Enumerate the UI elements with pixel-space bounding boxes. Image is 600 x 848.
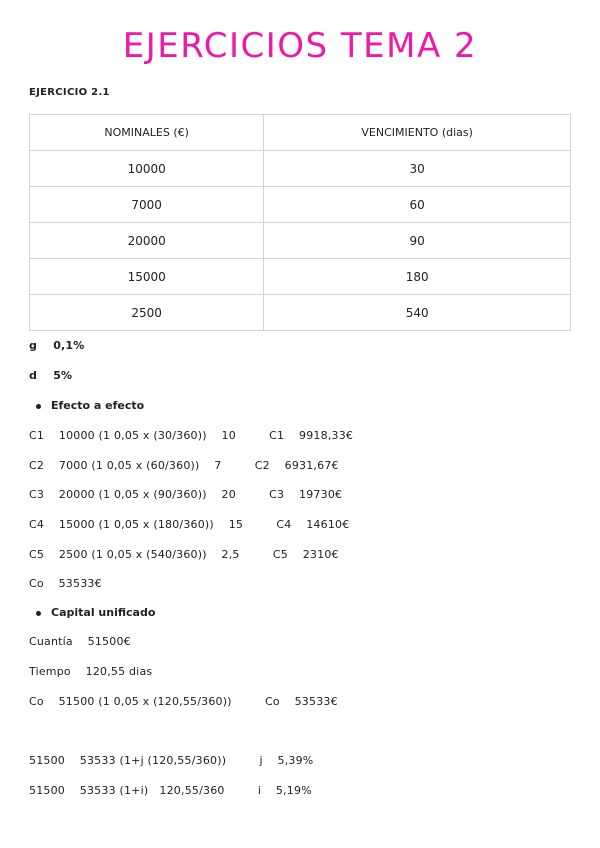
cell-vencimiento: 30 [264,151,571,187]
bullet-icon [36,611,41,616]
calc-line-co: Co 53533€ [29,577,102,590]
calc-line-cuantia: Cuantía 51500€ [29,635,131,648]
calc-line-c5: C5 2500 (1 0,05 x (540/360)) 2,5 C5 2310€ [29,548,339,561]
table-row [30,187,571,223]
cell-nominal: 20000 [30,223,264,259]
cell-vencimiento: 60 [264,187,571,223]
section-capital-heading [36,606,155,619]
table-row [30,259,571,295]
nominales-table [29,114,571,331]
calc-line-c1: C1 10000 (1 0,05 x (30/360)) 10 C1 9918,33€ [29,429,354,442]
cell-nominal: 7000 [30,187,264,223]
table-header-row [30,115,571,151]
cell-vencimiento: 180 [264,259,571,295]
table-row [30,151,571,187]
section-efecto-heading [36,399,144,412]
param-d: d 5% [29,369,73,382]
header-vencimiento: VENCIMIENTO (dias) [264,115,571,151]
section-heading-text: Efecto a efecto [51,399,145,412]
header-nominales: NOMINALES (€) [30,115,264,151]
calc-line-j: 51500 53533 (1+j (120,55/360)) j 5,39% [29,754,314,767]
table-row [30,223,571,259]
calc-line-c2: C2 7000 (1 0,05 x (60/360)) 7 C2 6931,67€ [29,459,339,472]
page-title: EJERCICIOS TEMA 2 [122,26,478,66]
cell-vencimiento: 90 [264,223,571,259]
table-row [30,295,571,331]
exercise-title: EJERCICIO 2.1 [29,87,110,98]
section-heading-text: Capital unificado [51,606,156,619]
calc-line-c3: C3 20000 (1 0,05 x (90/360)) 20 C3 19730€ [29,488,343,501]
cell-vencimiento: 540 [264,295,571,331]
cell-nominal: 2500 [30,295,264,331]
calc-line-i: 51500 53533 (1+i) 120,55/360 i 5,19% [29,784,312,797]
cell-nominal: 15000 [30,259,264,295]
calc-line-c4: C4 15000 (1 0,05 x (180/360)) 15 C4 14610€ [29,518,350,531]
bullet-icon [36,404,41,409]
calc-line-tiempo: Tiempo 120,55 dias [29,665,153,678]
calc-line-co-unificado: Co 51500 (1 0,05 x (120,55/360)) Co 53533€ [29,695,338,708]
cell-nominal: 10000 [30,151,264,187]
param-g: g 0,1% [29,339,85,352]
